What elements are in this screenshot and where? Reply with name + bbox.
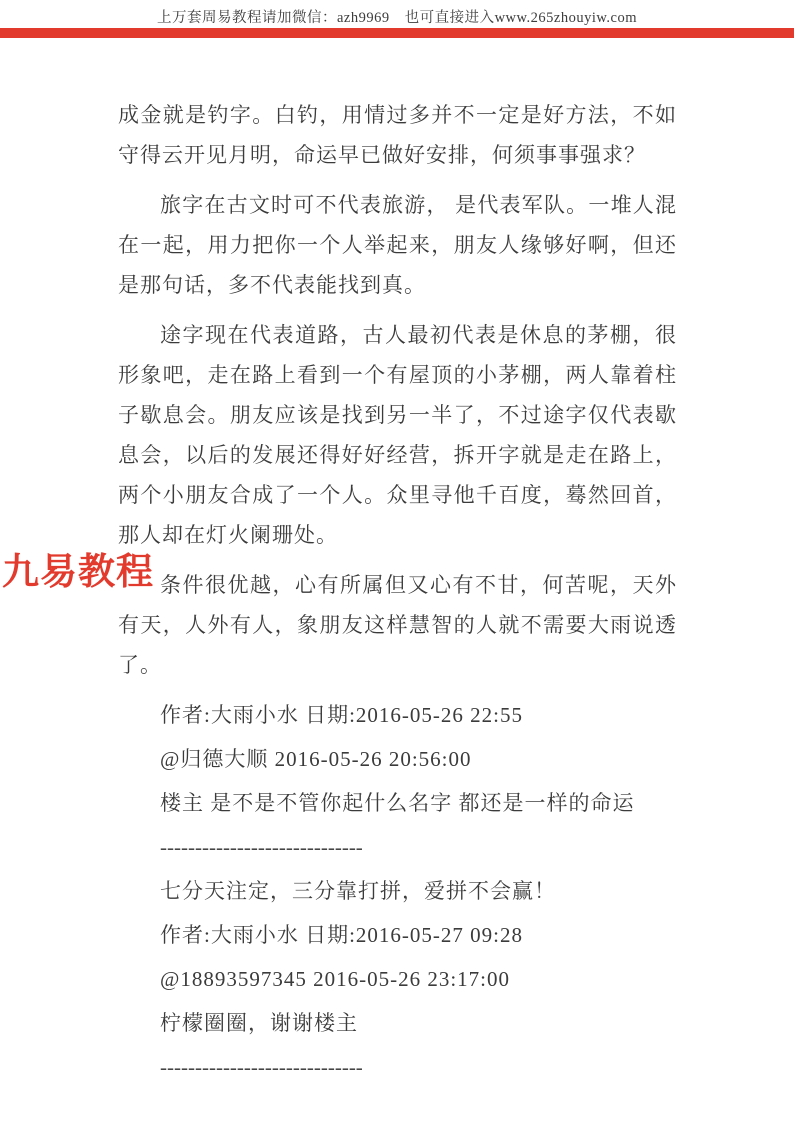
promo-header-text: 上万套周易教程请加微信：azh9969 也可直接进入www.265zhouyiw.com (156, 10, 638, 26)
divider-line: ----------------------------- (160, 1055, 363, 1079)
paragraph: 旅字在古文时可不代表旅游， 是代表军队。一堆人混在一起，用力把你一个人举起来，朋友人缘够好啊，但还是那句话，多不代表能找到真。 (118, 193, 677, 297)
paragraph: 成金就是钓字。白钓，用情过多并不一定是好方法，不如守得云开见月明，命运早已做好安排，何须事事强求？ (118, 103, 677, 167)
brand-watermark: 九易教程 (2, 551, 154, 592)
reply-user-line: @归德大顺 2016-05-26 20:56:00 (160, 747, 472, 771)
reply-text-line: 楼主 是不是不管你起什么名字 都还是一样的命运 (160, 791, 635, 815)
reply-text-line: 七分天注定，三分靠打拼，爱拼不会赢！ (160, 879, 556, 903)
promo-header (0, 6, 794, 27)
author-date-line: 作者:大雨小水 日期:2016-05-27 09:28 (160, 923, 523, 947)
document-body (118, 95, 677, 1091)
divider-line: ----------------------------- (160, 835, 363, 859)
red-divider-bar (0, 28, 794, 38)
paragraph: 途字现在代表道路，古人最初代表是休息的茅棚，很形象吧，走在路上看到一个有屋顶的小茅棚，两人靠着柱子歇息会。朋友应该是找到另一半了，不过途字仅代表歇息会，以后的发展还得好好经营，拆开字就是走在路上，两个小朋友合成了一个人。众里寻他千百度，蓦然回首，那人却在灯火阑珊处。 (118, 323, 677, 547)
reply-text-line: 柠檬圈圈，谢谢楼主 (160, 1011, 358, 1035)
paragraph: 条件很优越，心有所属但又心有不甘，何苦呢，天外有天，人外有人，象朋友这样慧智的人就不需要大雨说透了。 (118, 573, 677, 677)
reply-user-line: @18893597345 2016-05-26 23:17:00 (160, 967, 510, 991)
author-date-line: 作者:大雨小水 日期:2016-05-26 22:55 (160, 703, 523, 727)
